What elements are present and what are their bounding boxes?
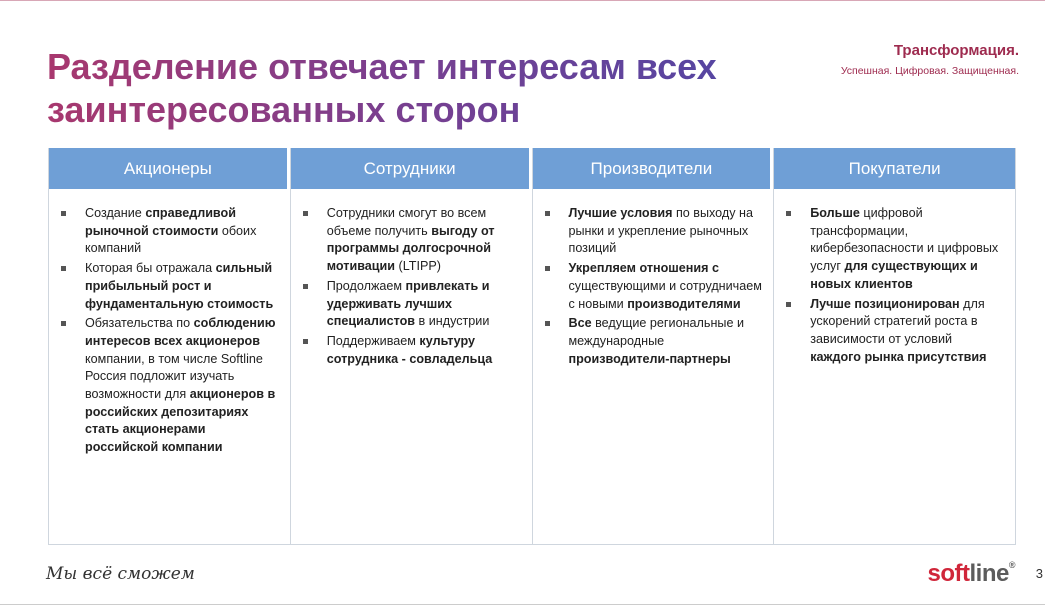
bullet-item bbox=[303, 333, 522, 368]
bullet-list bbox=[545, 205, 764, 368]
text-segment: компании, в том числе Softline Россия подложит изучать возможности для bbox=[85, 351, 263, 402]
bold-text: Лучшие условия bbox=[568, 206, 673, 220]
column-header: Производители bbox=[533, 148, 774, 189]
text-segment: существующими и сотрудничаем с новыми bbox=[568, 278, 762, 311]
bold-text: производителями bbox=[627, 296, 741, 311]
bold-text: Лучше позиционирован bbox=[810, 296, 960, 311]
bullet-item bbox=[303, 278, 522, 331]
column-header: Акционеры bbox=[49, 148, 290, 189]
column-vendors bbox=[533, 148, 775, 544]
bullet-list bbox=[303, 205, 522, 368]
bullet-item bbox=[61, 315, 280, 457]
text-segment: Которая бы отражала bbox=[85, 261, 216, 276]
column-header: Сотрудники bbox=[291, 148, 532, 189]
bold-text: для существующих и новых клиентов bbox=[810, 259, 978, 291]
page-title bbox=[47, 45, 807, 131]
text-segment: для ускорений стратегий роста в зависимости от условий bbox=[810, 296, 985, 346]
logo-part-line: line bbox=[969, 560, 1009, 587]
page-number: 3 bbox=[1035, 566, 1043, 581]
bullet-item bbox=[61, 205, 280, 258]
text-segment: цифровой трансформации, кибербезопасности и цифровых услуг bbox=[810, 206, 999, 274]
column-shareholders bbox=[49, 148, 291, 544]
bullet-item bbox=[786, 296, 1005, 367]
bold-text: Больше bbox=[810, 206, 860, 220]
bullet-item bbox=[545, 315, 764, 368]
page-title-line-1: Разделение отвечает интересам всех bbox=[47, 46, 717, 87]
brand-subtagline: Успешная. Цифровая. Защищенная. bbox=[840, 65, 1019, 77]
bullet-item bbox=[786, 205, 1005, 294]
softline-logo bbox=[928, 560, 1015, 588]
column-header: Покупатели bbox=[774, 148, 1015, 189]
text-segment: Поддерживаем bbox=[326, 333, 420, 348]
bold-text: соблюдению интересов всех акционеров bbox=[85, 316, 276, 348]
bold-text: привлекать и удерживать лучших специалистов bbox=[326, 278, 490, 329]
bold-text: справедливой рыночной стоимости bbox=[85, 206, 236, 238]
bullet-list bbox=[61, 205, 280, 457]
footer-slogan: Мы всё сможем bbox=[46, 564, 195, 584]
bold-text: производители-партнеры bbox=[568, 351, 731, 366]
brand-tagline-block bbox=[779, 42, 1019, 77]
bold-text: культуру сотрудника - совладельца bbox=[326, 333, 493, 366]
text-segment: ведущие региональные и международные bbox=[568, 316, 744, 348]
text-segment: в индустрии bbox=[415, 314, 490, 329]
text-segment: Сотрудники смогут во всем объеме получить bbox=[326, 206, 487, 238]
text-segment: Обязательства по bbox=[85, 316, 194, 331]
bold-text: акционеров в российских депозитариях стать акционерами российской компании bbox=[85, 387, 276, 455]
bottom-rule bbox=[0, 604, 1045, 605]
logo-part-soft: soft bbox=[927, 560, 970, 587]
text-segment: Создание bbox=[85, 206, 146, 220]
column-customers bbox=[774, 148, 1016, 544]
text-segment: (LTIPP) bbox=[395, 259, 441, 274]
bullet-item bbox=[545, 205, 764, 258]
bullet-item bbox=[303, 205, 522, 276]
text-segment: по выходу на рынки и укрепление рыночных позиций bbox=[568, 206, 754, 256]
brand-tagline: Трансформация. bbox=[893, 42, 1019, 59]
text-segment: обоих компаний bbox=[85, 223, 257, 256]
column-employees bbox=[291, 148, 533, 544]
logo-registered-mark: ® bbox=[1008, 560, 1015, 570]
bullet-item bbox=[61, 260, 280, 313]
bullet-item bbox=[545, 260, 764, 313]
bold-text: Укрепляем отношения с bbox=[568, 261, 720, 276]
bold-text: выгоду от программы долгосрочной мотивации bbox=[326, 223, 495, 274]
bold-text: Все bbox=[568, 316, 592, 331]
text-segment: Продолжаем bbox=[326, 278, 406, 293]
page-title-line-2: заинтересованных сторон bbox=[47, 89, 521, 130]
top-rule bbox=[0, 0, 1045, 1]
stakeholder-table bbox=[48, 148, 1016, 545]
bullet-list bbox=[786, 205, 1005, 366]
bold-text: каждого рынка присутствия bbox=[810, 349, 987, 364]
bold-text: сильный прибыльный рост и фундаментальную стоимость bbox=[85, 261, 274, 311]
